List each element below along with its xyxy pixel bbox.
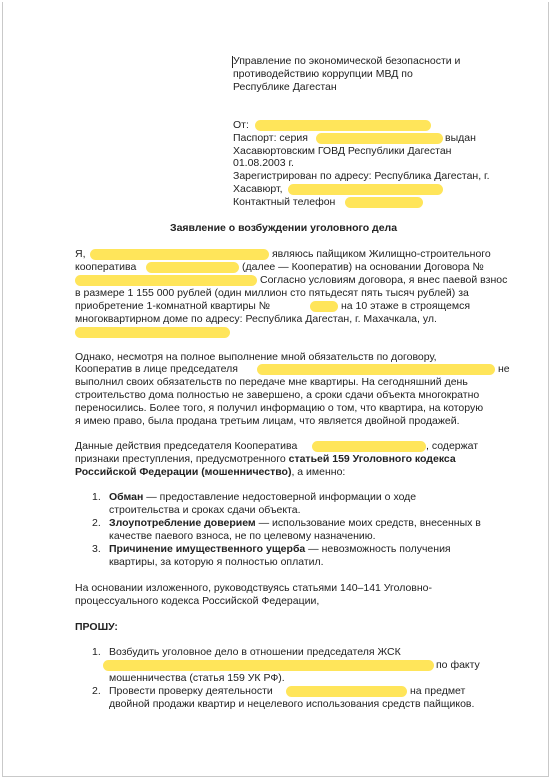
redaction-name: [90, 249, 269, 260]
from-label: От:: [233, 119, 249, 131]
list-item-text: по факту: [436, 659, 480, 671]
list-item-text: — предоставление недостоверной информации о ходе: [143, 491, 417, 503]
redaction-chairman: [257, 364, 495, 375]
redaction-phone: [345, 197, 423, 208]
p1-text: приобретение 1-комнатной квартиры №: [75, 300, 271, 312]
list-item-text: — использование моих средств, внесенных в: [255, 517, 481, 529]
list-item-text: двойной продажи квартир и нецелевого использования средств пайщиков.: [109, 698, 475, 710]
p2-text: выполнил своих обязательств по передаче мне квартиры. На сегодняшний день: [75, 376, 468, 388]
p1-text: Я,: [75, 248, 86, 260]
p1-text: многоквартирном доме по адресу: Республика Дагестан, г. Махачкала, ул.: [75, 313, 437, 325]
addressee-line-3: Республике Дагестан: [233, 81, 337, 93]
redaction-coop: [146, 262, 239, 273]
list-item-text: Провести проверку деятельности: [109, 685, 273, 697]
p1-text: (далее — Кооператив) на основании Договора №: [242, 261, 484, 273]
redaction-from: [255, 120, 431, 131]
p2-text: Кооператив в лице председателя: [75, 363, 238, 375]
list-item-text: — невозможность получения: [305, 543, 451, 555]
redaction-coop-chair: [312, 441, 426, 452]
registration-address: Зарегистрирован по адресу: Республика Дагестан, г.: [233, 170, 490, 182]
p3-text-plain: признаки преступления, предусмотренного: [75, 453, 289, 465]
city: Хасавюрт,: [233, 183, 283, 195]
redaction-coop-2: [286, 686, 407, 697]
redaction-apt: [310, 301, 338, 312]
p2-text: переносились. Более того, я получил информацию о том, что квартира, на которую: [75, 402, 484, 414]
p3-text: , содержат: [426, 440, 479, 452]
p4-text: На основании изложенного, руководствуясь статьями 140–141 Уголовно-: [75, 582, 433, 594]
redaction-contract: [75, 275, 257, 286]
list-number: 3.: [92, 543, 101, 555]
passport-issued: выдан: [445, 132, 476, 144]
list-item-text: мошенничества (статья 159 УК РФ).: [109, 672, 285, 684]
article-ref: Российской Федерации (мошенничество): [75, 466, 292, 478]
p2-text: Однако, несмотря на полное выполнение мной обязательств по договору,: [75, 351, 437, 363]
list-item: [109, 517, 481, 530]
list-number: 2.: [92, 517, 101, 529]
p3-text-plain: , а именно:: [291, 466, 346, 478]
passport-label: Паспорт: серия: [233, 132, 308, 144]
list-number: 1.: [92, 646, 101, 658]
list-item: [109, 543, 451, 556]
list-item: [109, 491, 416, 504]
p3-text: Данные действия председателя Кооператива: [75, 440, 298, 452]
list-item-text: квартиры, за которую я полностью оплатил.: [109, 556, 324, 568]
article-ref: статьей 159 Уголовного кодекса: [288, 453, 456, 465]
p2-text: я имею право, была продана третьим лицам, что является двойной продажей.: [75, 415, 460, 427]
issued-by: Хасавюртовским ГОВД Республики Дагестан: [233, 145, 452, 157]
p3-text: [75, 453, 456, 466]
list-item-bold: Злоупотребление доверием: [109, 517, 256, 529]
issue-date: 01.08.2003 г.: [233, 157, 294, 169]
redaction-chairman-2: [103, 660, 434, 671]
list-item-text: на предмет: [410, 685, 466, 697]
p1-text: Согласно условиям договора, я внес паевой взнос: [260, 274, 508, 286]
addressee-line-2: противодействию коррупции МВД по: [233, 68, 413, 80]
p1-text: в размере 1 155 000 рублей (один миллион сто пятьдесят пять тысяч рублей) за: [75, 287, 469, 299]
list-item-text: строительства и сроках сдачи объекта.: [109, 504, 301, 516]
phone-label: Контактный телефон: [233, 196, 336, 208]
addressee-line-1: Управление по экономической безопасности и: [233, 55, 461, 67]
p1-text: на 10 этаже в строящемся: [341, 300, 471, 312]
redaction-passport: [316, 133, 443, 144]
list-number: 1.: [92, 491, 101, 503]
p2-text: строительство дома полностью не завершено, а сроки сдачи объекта многократно: [75, 389, 480, 401]
document-title: Заявление о возбуждении уголовного дела: [170, 222, 398, 234]
p1-text: являюсь пайщиком Жилищно-строительного: [272, 248, 491, 260]
redaction-street: [75, 327, 230, 338]
list-item-bold: Обман: [109, 491, 144, 503]
p3-text: [75, 466, 345, 479]
list-item-text: качестве паевого взноса, не по целевому назначению.: [109, 530, 376, 542]
p4-text: процессуального кодекса Российской Федерации,: [75, 595, 320, 607]
list-item-text: Возбудить уголовное дело в отношении председателя ЖСК: [109, 646, 401, 658]
list-number: 2.: [92, 685, 101, 697]
request-heading: ПРОШУ:: [75, 621, 118, 633]
list-item-bold: Причинение имущественного ущерба: [109, 543, 306, 555]
p1-text: кооператива: [75, 261, 137, 273]
redaction-address: [288, 184, 443, 195]
p2-text: не: [498, 363, 510, 375]
